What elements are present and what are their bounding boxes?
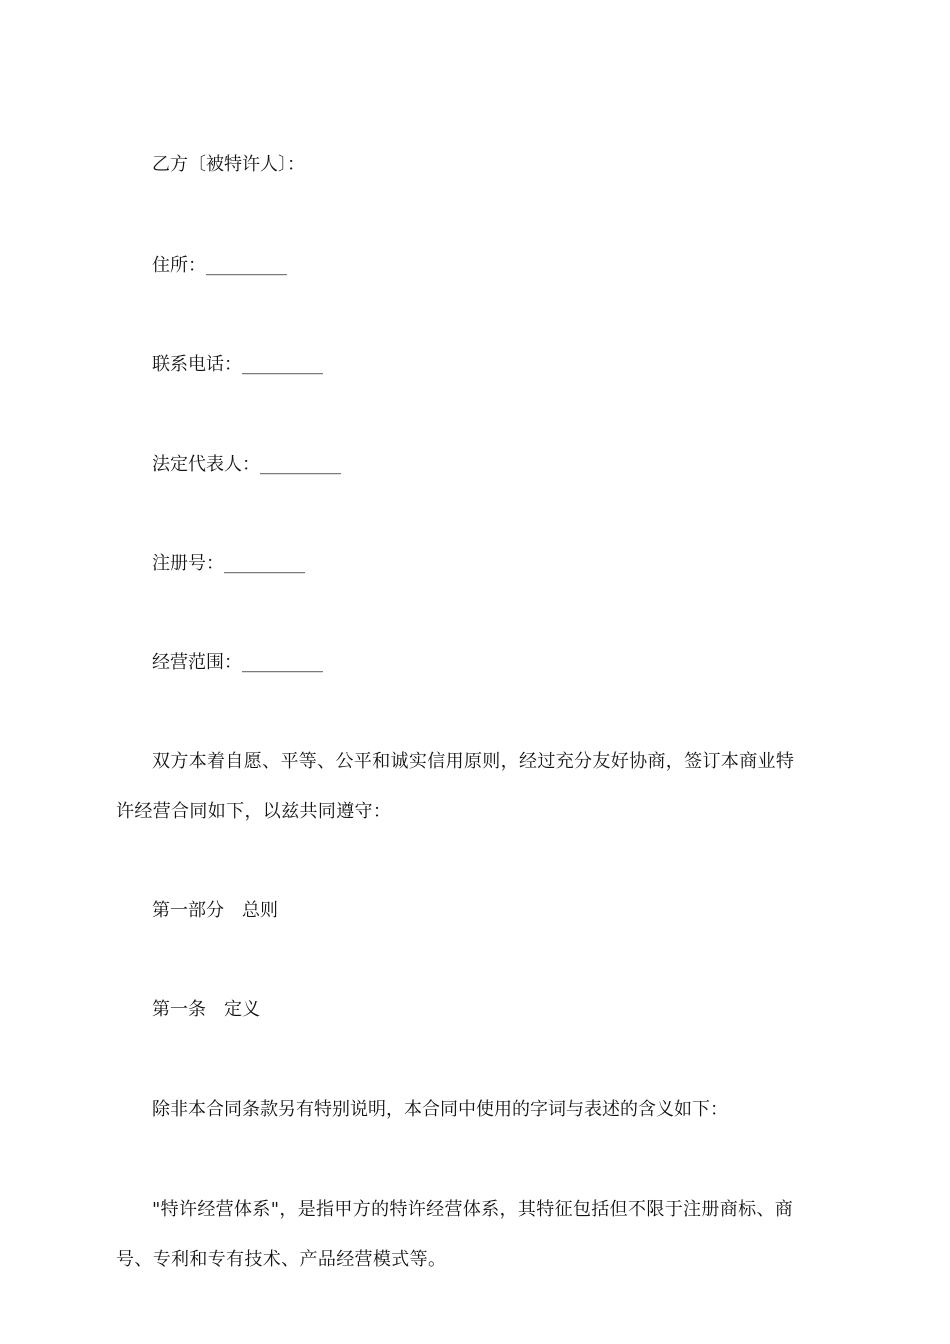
registration-number-field-line: 注册号：_________ [152,553,305,574]
article-one-title: 第一条 定义 [152,999,260,1020]
legal-representative-field-line: 法定代表人：_________ [152,454,341,475]
definition-franchise-system-line-1: "特许经营体系"，是指甲方的特许经营体系，其特征包括但不限于注册商标、商 [152,1199,794,1220]
definitions-lead-paragraph: 除非本合同条款另有特别说明，本合同中使用的字词与表述的含义如下： [152,1099,728,1120]
party-b-heading: 乙方〔被特许人〕： [152,154,305,175]
phone-field-line: 联系电话：_________ [152,354,323,375]
address-field-line: 住所：_________ [152,255,287,276]
intro-paragraph-line-1: 双方本着自愿、平等、公平和诚实信用原则，经过充分友好协商，签订本商业特 [152,751,795,772]
business-scope-field-line: 经营范围：_________ [152,652,323,673]
definition-franchise-system-line-2: 号、专利和专有技术、产品经营模式等。 [116,1249,447,1270]
part-one-title: 第一部分 总则 [152,900,278,921]
intro-paragraph-line-2: 许经营合同如下，以兹共同遵守： [116,801,392,822]
